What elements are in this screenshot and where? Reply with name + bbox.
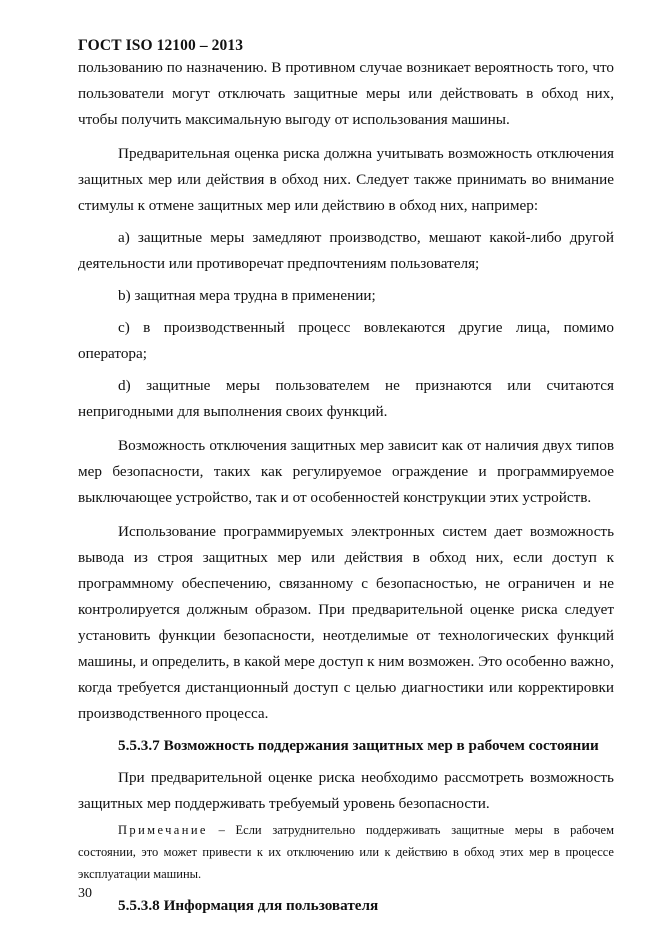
note-label: Примечание (118, 823, 208, 837)
paragraph-disabling: Возможность отключения защитных мер зависит как от наличия двух типов мер безопасности, таких как регулируемое ограждение и программируемое выключающее устройство, так и от особенностей конструкции этих устройств. (78, 437, 614, 506)
section-heading-5-5-3-8: 5.5.3.8 Информация для пользователя (118, 897, 379, 914)
paragraph-continuation: пользованию по назначению. В противном случае возникает вероятность того, что пользователи могут отключать защитные меры или действовать в обход них, чтобы получить максимальную выгоду от использования машины. (78, 59, 614, 128)
list-item-c: с) в производственный процесс вовлекаются другие лица, помимо оператора; (78, 319, 614, 362)
section-text-5-5-3-7: При предварительной оценке риска необходимо рассмотреть возможность защитных мер поддерживать требуемый уровень безопасности. (78, 769, 614, 812)
list-item-d: d) защитные меры пользователем не признаются или считаются непригодными для выполнения своих функций. (78, 377, 614, 420)
section-heading-5-5-3-7: 5.5.3.7 Возможность поддержания защитных мер в рабочем состоянии (118, 737, 599, 754)
list-item-a: а) защитные меры замедляют производство, мешают какой-либо другой деятельности или противоречат предпочтениям пользователя; (78, 229, 614, 272)
list-item-b: b) защитная мера трудна в применении; (118, 287, 376, 304)
body-text (78, 55, 614, 919)
page-number: 30 (78, 886, 92, 901)
note-text: – Если затруднительно поддерживать защитные меры в рабочем состоянии, это может привести к их отключению или к действию в обход этих мер в процессе эксплуатации машины. (78, 823, 614, 881)
standard-header: ГОСТ ISO 12100 – 2013 (78, 37, 244, 54)
note (78, 819, 614, 885)
paragraph-risk-assessment: Предварительная оценка риска должна учитывать возможность отключения защитных мер или действия в обход них. Следует также принимать во внимание стимулы к отмене защитных мер или действию в обход них, например: (78, 145, 614, 214)
paragraph-programmable-systems: Использование программируемых электронных систем дает возможность вывода из строя защитных мер или действия в обход них, если доступ к программному обеспечению, связанному с безопасностью, не ограничен и не контролируется должным образом. При предварительной оценке риска следует установить функции безопасности, неотделимые от технологических функций машины, и определить, в какой мере доступ к ним возможен. Это особенно важно, когда требуется дистанционный доступ с целью диагностики или корректировки производственного процесса. (78, 523, 614, 722)
